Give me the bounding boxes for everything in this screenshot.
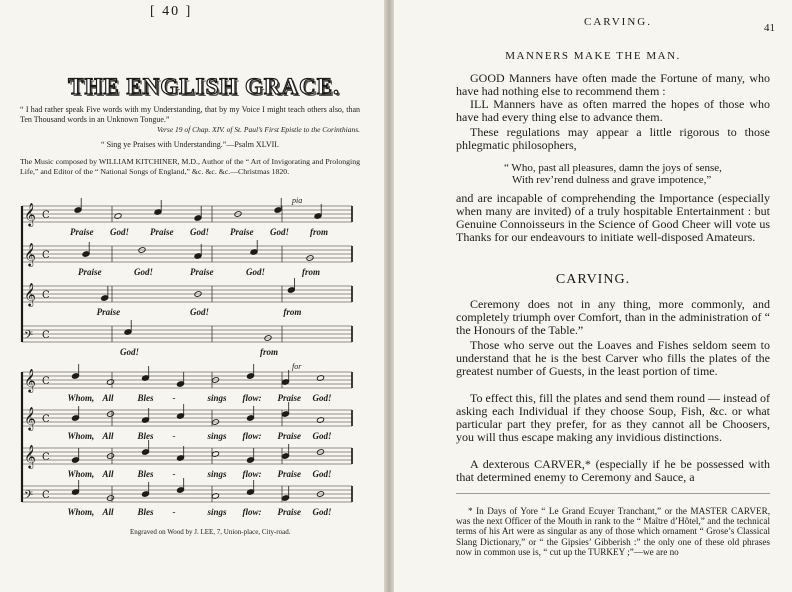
music-score-system-1: [18, 188, 358, 366]
lyric-syllable: sings: [207, 469, 227, 479]
lyric-syllable: All: [102, 431, 114, 441]
dynamic-marking: for: [292, 362, 302, 371]
lyric-syllable: Bles: [137, 393, 154, 403]
note-head: [194, 215, 202, 221]
note-head: [101, 295, 109, 301]
lyric-syllable: God!: [190, 307, 210, 317]
lyric-syllable: God!: [110, 227, 130, 237]
lyric-syllable: Praise: [230, 227, 254, 237]
lyric-syllable: from: [302, 267, 320, 277]
lyric-syllable: God!: [246, 267, 266, 277]
note-head: [72, 415, 80, 421]
page-title: THE ENGLISH GRACE.: [68, 74, 340, 99]
carving-heading: CARVING.: [555, 272, 631, 287]
note-head: [282, 411, 290, 417]
left-page: [0, 0, 384, 592]
note-head: [247, 457, 255, 463]
dynamic-marking: pia: [292, 196, 303, 205]
staff-1: [22, 196, 352, 237]
time-signature: C: [42, 376, 50, 387]
lyric-syllable: Whom,: [67, 393, 95, 403]
lyric-syllable: Praise: [96, 307, 121, 317]
lyric-syllable: -: [172, 507, 176, 517]
staff-2: [22, 240, 352, 277]
lyric-syllable: God!: [134, 267, 154, 277]
note-head: [177, 487, 185, 493]
paragraph-ill-manners: ILL Manners have as often marred the hopes of those who have had every thing else to advance them.: [456, 97, 770, 124]
verse-line-2: With rev’rend dulness and grave impotence,”: [512, 174, 712, 186]
engraver-credit: Engraved on Wood by J. LEE, 7, Union-place, City-road.: [130, 528, 291, 536]
note-head: [282, 495, 290, 501]
lyric-syllable: Praise: [277, 507, 301, 517]
lyric-syllable: sings: [207, 507, 227, 517]
page-number-left: [ 40 ]: [150, 4, 193, 19]
staff-3: [22, 278, 352, 317]
lyric-syllable: All: [102, 393, 114, 403]
music-credit: The Music composed by WILLIAM KITCHINER, M.D., Author of the “ Art of Invigorating and Prolonging Life,” and Editor of the “ National Songs of England,” &c. &c. &c.—Christmas 1820.: [20, 157, 360, 176]
footnote: * In Days of Yore “ Le Grand Ecuyer Tranchant,” or the MASTER CARVER, was the next Officer of the Mouth in rank to the “ Maître d’Hôtel,” and the technical terms of his Art were as singular as any of those which ornament “ Grose’s Classical Slang Dictionary,” or “ the Gipsies’ Gibberish :” the only one of these old phrases now in common use is, “ cut up the TURKEY ;”—we are no: [456, 506, 770, 557]
lyric-syllable: Praise: [150, 227, 174, 237]
lyric-syllable: Praise: [277, 469, 301, 479]
note-head: [247, 415, 255, 421]
epigraph-citation: Verse 19 of Chap. XIV. of St. Paul’s First Epistle to the Corinthians.: [156, 125, 360, 134]
time-signature: C: [42, 250, 50, 261]
staff-4: [22, 478, 352, 517]
note-head: [74, 207, 82, 213]
footnote-rule: [456, 493, 770, 494]
music-score-system-2: [18, 358, 358, 524]
treble-clef-icon: 𝄞: [24, 406, 36, 430]
lyric-syllable: Praise: [70, 227, 94, 237]
lyric-syllable: All: [102, 507, 114, 517]
note-head: [282, 453, 290, 459]
treble-clef-icon: 𝄞: [24, 368, 36, 392]
treble-clef-icon: 𝄞: [24, 444, 36, 468]
paragraph-regulations: These regulations may appear a little rigorous to those phlegmatic philosophers,: [456, 125, 770, 152]
note-head: [287, 287, 295, 293]
verse-line-1: “ Who, past all pleasures, damn the joys of sense,: [504, 162, 722, 174]
lyric-syllable: sings: [207, 393, 227, 403]
note-head: [142, 449, 150, 455]
lyric-syllable: Praise: [190, 267, 214, 277]
note-head: [247, 373, 255, 379]
lyric-syllable: from: [283, 307, 302, 317]
lyric-syllable: Whom,: [67, 507, 95, 517]
lyric-syllable: flow:: [242, 431, 262, 441]
time-signature: C: [42, 330, 50, 341]
lyric-syllable: -: [172, 431, 176, 441]
lyric-syllable: Bles: [137, 431, 154, 441]
lyric-syllable: Bles: [137, 507, 154, 517]
lyric-syllable: All: [102, 469, 114, 479]
paragraph-fill-plates: To effect this, fill the plates and send them round — instead of asking each Individual if they choose Soup, Fish, &c. or what particular part they prefer, for as they cannot all be Choosers, you will thus escape making any invidious distinctions.: [456, 391, 770, 444]
paragraph-good-manners: GOOD Manners have often made the Fortune of many, who have had nothing else to recommend them :: [456, 71, 770, 98]
lyric-syllable: flow:: [242, 507, 262, 517]
verse-quote: [504, 162, 764, 186]
lyric-syllable: -: [172, 393, 176, 403]
time-signature: C: [42, 290, 50, 301]
staff-2: [22, 402, 352, 441]
note-head: [177, 381, 185, 387]
section-title: MANNERS MAKE THE MAN.: [505, 50, 681, 62]
time-signature: C: [42, 210, 50, 221]
lyric-syllable: Praise: [78, 267, 102, 277]
lyric-syllable: Bles: [137, 469, 154, 479]
lyric-syllable: sings: [207, 431, 227, 441]
right-page: [394, 0, 792, 592]
paragraph-connoisseurs: and are incapable of comprehending the Importance (especially when many are invited) of a truly hospitable Entertainment : but Genuine Connoisseurs in the Science of Good Cheer will vote us Thanks for our endeavours to initiate well-disposed Amateurs.: [456, 191, 770, 244]
paragraph-loaves-fishes: Those who serve out the Loaves and Fishes seldom seem to understand that he is the best Carver who fills the plates of the greatest number of Guests, in the least portion of time.: [456, 338, 770, 378]
staff-4: [22, 320, 352, 357]
treble-clef-icon: 𝄞: [24, 202, 36, 226]
staff-1: [22, 362, 352, 403]
psalm-quote: “ Sing ye Praises with Understanding.”—Psalm XLVII.: [101, 140, 279, 149]
running-head: CARVING.: [584, 16, 652, 28]
time-signature: C: [42, 490, 50, 501]
staff-3: [22, 440, 352, 479]
time-signature: C: [42, 452, 50, 463]
treble-clef-icon: 𝄞: [24, 282, 36, 306]
paragraph-dexterous-carver: A dexterous CARVER,* (especially if he be possessed with that determined enemy to Ceremony and Sauce, a: [456, 457, 770, 484]
lyric-syllable: God!: [312, 469, 332, 479]
lyric-syllable: Praise: [277, 431, 301, 441]
lyric-syllable: God!: [312, 507, 332, 517]
lyric-syllable: -: [172, 469, 176, 479]
lyric-syllable: God!: [190, 227, 210, 237]
page-number-right: 41: [764, 22, 775, 34]
paragraph-ceremony: Ceremony does not in any thing, more commonly, and completely triumph over Comfort, than in the administration of “ the Honours of the Table.”: [456, 297, 770, 337]
lyric-syllable: God!: [312, 393, 332, 403]
lyric-syllable: from: [310, 227, 328, 237]
note-head: [142, 491, 150, 497]
lyric-syllable: flow:: [242, 469, 262, 479]
epigraph-quote: “ I had rather speak Five words with my Understanding, that by my Voice I might teach others also, than Ten Thousand words in an Unknown Tongue.”: [20, 105, 360, 124]
time-signature: C: [42, 414, 50, 425]
book-gutter: [384, 0, 394, 592]
lyric-syllable: God!: [270, 227, 290, 237]
lyric-syllable: flow:: [242, 393, 262, 403]
note-head: [72, 373, 80, 379]
lyric-syllable: Whom,: [67, 469, 95, 479]
lyric-syllable: Praise: [277, 393, 301, 403]
lyric-syllable: Whom,: [67, 431, 95, 441]
note-head: [72, 457, 80, 463]
note-head: [82, 251, 90, 257]
lyric-syllable: from: [260, 347, 278, 357]
note-head: [274, 207, 282, 213]
lyric-syllable: God!: [120, 347, 140, 357]
treble-clef-icon: 𝄞: [24, 242, 36, 266]
bass-clef-icon: 𝄢: [24, 489, 34, 505]
bass-clef-icon: 𝄢: [24, 329, 34, 345]
lyric-syllable: God!: [312, 431, 332, 441]
